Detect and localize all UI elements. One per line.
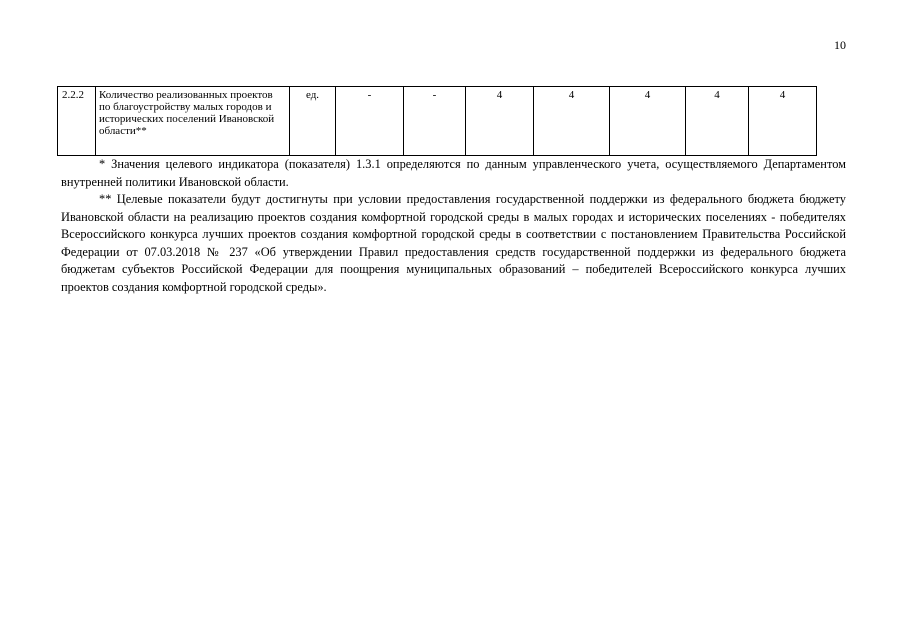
value-cell: - [336,87,404,156]
indicator-name-cell: Количество реализованных проектов по благоустройству малых городов и исторических поселений Ивановской области** [96,87,290,156]
page-number: 10 [834,38,846,52]
unit-cell: ед. [290,87,336,156]
row-index-cell: 2.2.2 [58,87,96,156]
footnotes [61,156,846,296]
indicators-table [57,86,817,156]
value-cell: 4 [686,87,749,156]
value-cell: 4 [466,87,534,156]
value-cell: - [404,87,466,156]
value-cell: 4 [534,87,610,156]
value-cell: 4 [749,87,817,156]
footnote-2: ** Целевые показатели будут достигнуты при условии предоставления государственной поддержки из федерального бюджета бюджету Ивановской области на реализацию проектов создания комфортной городской среды в малых городах и исторических поселениях - победителях Всероссийского конкурса лучших проектов создания комфортной городской среды в соответствии с постановлением Правительства Российской Федерации от 07.03.2018 № 237 «Об утверждении Правил предоставления средств государственной поддержки из федерального бюджета бюджетам субъектов Российской Федерации для поощрения муниципальных образований – победителей Всероссийского конкурса лучших проектов создания комфортной городской среды». [61,192,846,294]
value-cell: 4 [610,87,686,156]
footnote-1: * Значения целевого индикатора (показателя) 1.3.1 определяются по данным управленческого учета, осуществляемого Департаментом внутренней политики Ивановской области. [61,157,846,189]
table-row [58,87,817,156]
